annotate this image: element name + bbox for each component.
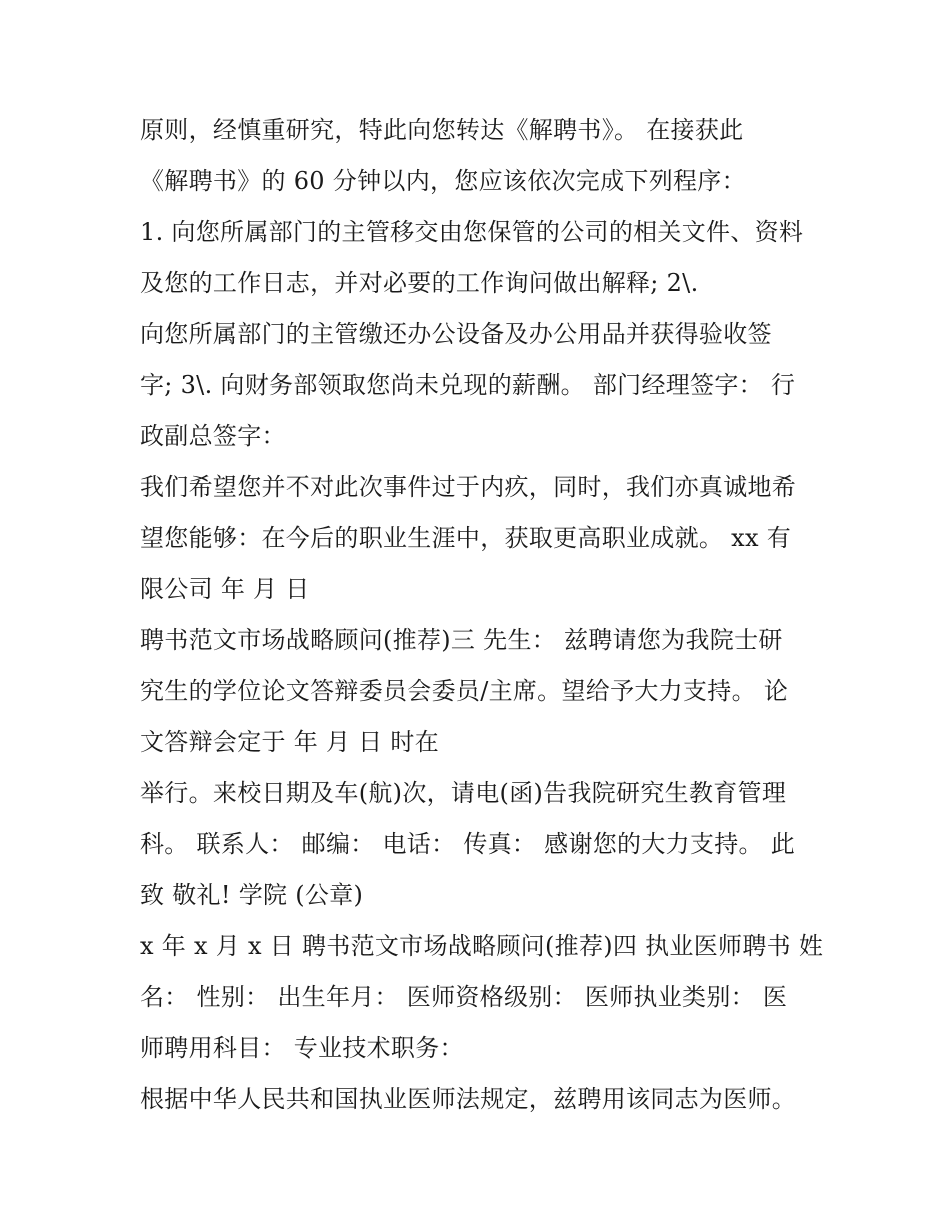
- text-line: 向您所属部门的主管缴还办公设备及办公用品并获得验收签: [140, 320, 772, 348]
- document-body: [140, 108, 840, 1128]
- text-line: 限公司 年 月 日: [140, 575, 310, 603]
- text-line: 原则，经慎重研究，特此向您转达《解聘书》。 在接获此: [140, 116, 744, 144]
- text-line: 《解聘书》的 60 分钟以内，您应该依次完成下列程序：: [140, 167, 746, 195]
- text-line: 聘书范文市场战略顾问(推荐)三 先生： 兹聘请您为我院士研: [140, 626, 783, 654]
- text-line: 师聘用科目： 专业技术职务：: [140, 1034, 464, 1062]
- text-line: 我们希望您并不对此次事件过于内疚，同时，我们亦真诚地希: [140, 473, 797, 501]
- text-line: 及您的工作日志，并对必要的工作询问做出解释; 2\.: [140, 269, 699, 297]
- text-line: 举行。来校日期及车(航)次，请电(函)告我院研究生教育管理: [140, 779, 787, 807]
- text-line: 名： 性别： 出生年月： 医师资格级别： 医师执业类别： 医: [140, 983, 788, 1011]
- text-line: x 年 x 月 x 日 聘书范文市场战略顾问(推荐)四 执业医师聘书 姓: [140, 932, 824, 960]
- text-line: 究生的学位论文答辩委员会委员/主席。望给予大力支持。 论: [140, 677, 789, 705]
- text-line: 科。 联系人： 邮编： 电话： 传真： 感谢您的大力支持。 此: [140, 830, 796, 858]
- text-line: 1. 向您所属部门的主管移交由您保管的公司的相关文件、资料: [140, 218, 804, 246]
- text-line: 望您能够：在今后的职业生涯中，获取更高职业成就。 xx 有: [140, 524, 792, 552]
- text-line: 根据中华人民共和国执业医师法规定，兹聘用该同志为医师。: [140, 1085, 797, 1113]
- text-line: 字; 3\. 向财务部领取您尚未兑现的薪酬。 部门经理签字： 行: [140, 371, 796, 399]
- text-line: 政副总签字：: [140, 422, 286, 450]
- text-line: 致 敬礼! 学院 (公章): [140, 881, 364, 909]
- text-line: 文答辩会定于 年 月 日 时在: [140, 728, 440, 756]
